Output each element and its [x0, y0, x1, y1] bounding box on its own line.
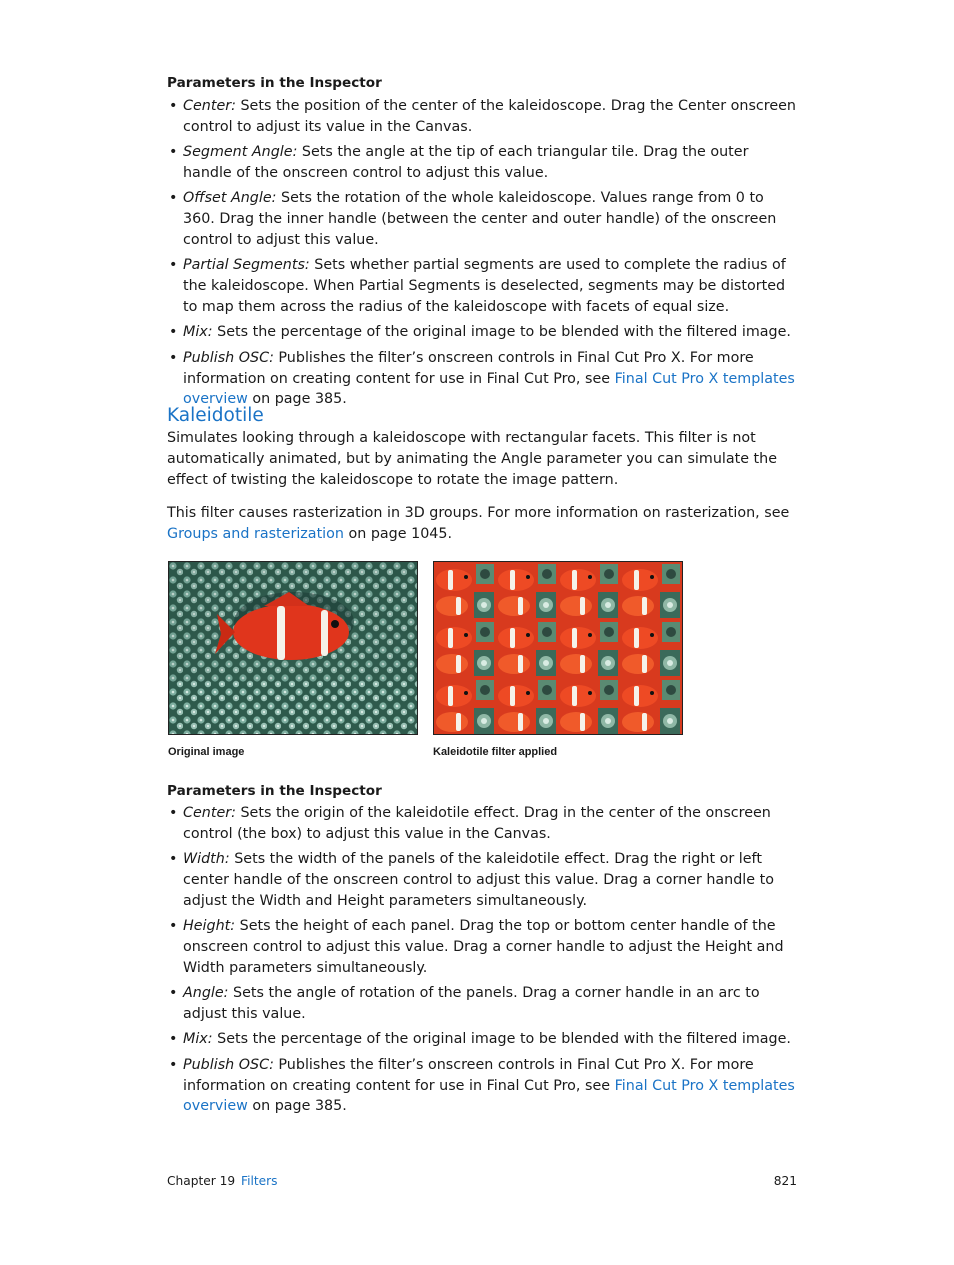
list-item: • Center: Sets the position of the center of the kaleidoscope. Drag the Center onscreen control to adjust its value in the Canvas. — [169, 98, 796, 135]
figure-caption-filtered: Kaleidotile filter applied — [433, 746, 558, 758]
list-item: • Partial Segments: Sets whether partial segments are used to complete the radius of the kaleidoscope. When Partial Segments is deselected, segments may be distorted to map them across the radius of the kaleidoscope with facets of equal size. — [169, 257, 786, 315]
list-item: • Angle: Sets the angle of rotation of the panels. Drag a corner handle in an arc to adjust this value. — [169, 985, 760, 1022]
footer-page-number: 821 — [773, 1174, 797, 1188]
list-item: • Width: Sets the width of the panels of the kaleidotile effect. Drag the right or left center handle of the onscreen control to adjust this value. Drag a corner handle to adjust the Width and Height parameters simultaneously. — [169, 851, 774, 909]
kaleidoscope-param-list — [167, 96, 799, 415]
section-heading-kaleidotile-params: Parameters in the Inspector — [167, 783, 382, 799]
groups-rasterization-link[interactable]: Groups and rasterization — [167, 526, 344, 542]
footer-chapter: Chapter 19 — [167, 1174, 236, 1188]
section-title-kaleidotile: Kaleidotile — [167, 405, 264, 426]
rasterization-note: This filter causes rasterization in 3D groups. For more information on rasterization, see Groups and rasterization on page 1045. — [167, 505, 790, 542]
kaleidotile-filtered-image — [433, 561, 683, 735]
original-image — [168, 561, 418, 735]
kaleidotile-description: Simulates looking through a kaleidoscope with rectangular facets. This filter is not automatically animated, but by animating the Angle parameter you can simulate the effect of twisting the kaleidoscope to rotate the image pattern. — [167, 430, 778, 488]
list-item: • Segment Angle: Sets the angle at the tip of each triangular tile. Drag the outer handle of the onscreen control to adjust this value. — [169, 144, 749, 181]
clownfish-anemone-illustration — [169, 562, 418, 735]
section-heading-kaleidoscope-params: Parameters in the Inspector — [167, 75, 382, 91]
list-item: • Publish OSC: Publishes the filter’s onscreen controls in Final Cut Pro X. For more information on creating content for use in Final Cut Pro, see Final Cut Pro X templates overview on page 385. — [169, 1056, 795, 1115]
figure-caption-original: Original image — [168, 746, 245, 758]
list-item: • Center: Sets the origin of the kaleidotile effect. Drag in the center of the onscreen control (the box) to adjust this value in the Canvas. — [169, 805, 771, 842]
kaleidotile-pattern-illustration — [434, 562, 683, 735]
kaleidotile-param-list — [167, 803, 799, 1122]
templates-overview-link[interactable]: Final Cut Pro X templates overview — [183, 1077, 795, 1115]
list-item: • Height: Sets the height of each panel. Drag the top or bottom center handle of the onscreen control to adjust this value. Drag a corner handle to adjust the Height and Width parameters simultaneously. — [169, 918, 784, 976]
list-item: • Mix: Sets the percentage of the original image to be blended with the filtered image. — [169, 1031, 791, 1048]
footer-section-link[interactable]: Filters — [241, 1174, 278, 1188]
templates-overview-link[interactable]: Final Cut Pro X templates overview — [183, 370, 795, 408]
list-item: • Offset Angle: Sets the rotation of the whole kaleidoscope. Values range from 0 to 360. Drag the inner handle (between the center and outer handle) of the onscreen control to adjust this value. — [169, 190, 777, 248]
list-item: • Mix: Sets the percentage of the original image to be blended with the filtered image. — [169, 324, 791, 341]
list-item: • Publish OSC: Publishes the filter’s onscreen controls in Final Cut Pro X. For more information on creating content for use in Final Cut Pro, see Final Cut Pro X templates overview on page 385. — [169, 349, 795, 408]
